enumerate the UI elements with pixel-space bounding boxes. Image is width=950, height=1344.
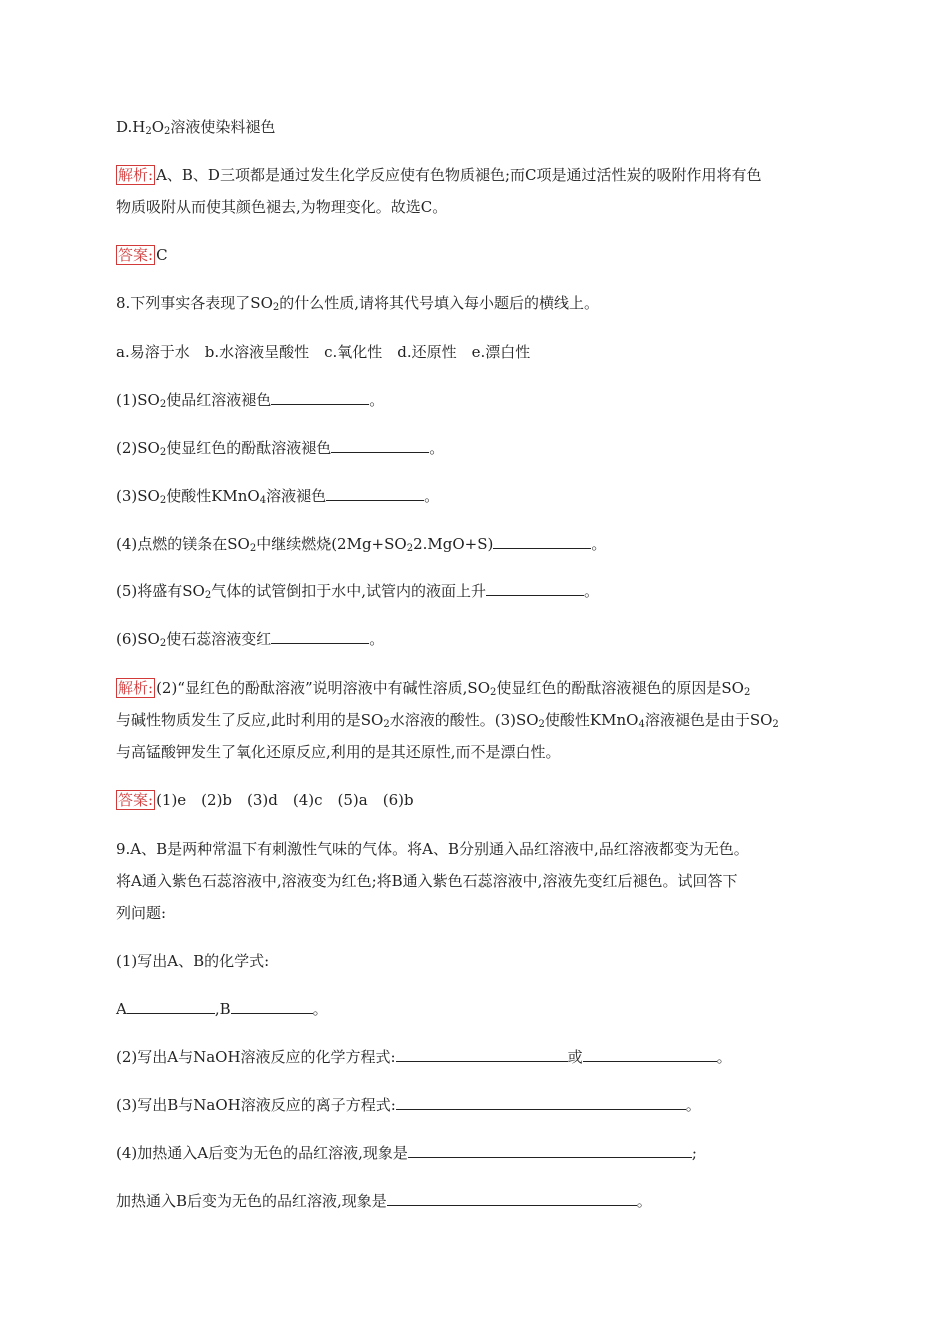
q7-analysis-line1: 解析: A、B、D三项都是通过发生化学反应使有色物质褪色;而C项是通过活性炭的吸附作用将有色 <box>118 166 762 184</box>
q8-stem: 8.下列事实各表现了$SO_2$的什么性质,请将其代号填入每小题后的横线上。 <box>116 294 600 313</box>
answer-blank[interactable] <box>486 581 584 596</box>
q7-option-d: $D.H_2O_2$溶液使染料褪色 <box>116 118 276 137</box>
answer-blank[interactable] <box>271 629 369 644</box>
q9-part-1-answers: A ,B 。 <box>116 1000 328 1018</box>
analysis-tag: 解析: <box>118 679 154 697</box>
answer-blank-b[interactable] <box>231 999 313 1014</box>
q9-stem-line2: 将A通入紫色石蕊溶液中,溶液变为红色;将B通入紫色石蕊溶液中,溶液先变红后褪色。试回答下 <box>116 872 738 890</box>
answer-blank[interactable] <box>387 1191 637 1206</box>
q9-part-2: (2)写出A与NaOH溶液反应的化学方程式: 或 。 <box>116 1048 732 1066</box>
answer-tag: 答案: <box>118 246 154 264</box>
q7-analysis-line2: 物质吸附从而使其颜色褪去,为物理变化。故选C。 <box>116 198 448 216</box>
q8-choices: a.易溶于水 b.水溶液呈酸性 c.氧化性 d.还原性 e.漂白性 <box>116 343 531 361</box>
q9-part-1: (1)写出A、B的化学式: <box>116 952 270 970</box>
q8-analysis-line1: 解析: (2)“显红色的酚酞溶液”说明溶液中有碱性溶质$,SO_2$使显红色的酚酞溶液褪色的原因是$SO_2$ <box>118 679 751 698</box>
q8-item-1: $(1)SO_2$使品红溶液褪色 。 <box>116 391 385 410</box>
answer-tag: 答案: <box>118 791 154 809</box>
q9-part-4: (4)加热通入A后变为无色的品红溶液,现象是 ; <box>116 1144 697 1162</box>
q9-stem-line1: 9.A、B是两种常温下有刺激性气味的气体。将A、B分别通入品红溶液中,品红溶液都变为无色。 <box>116 840 749 858</box>
q8-item-6: $(6)SO_2$使石蕊溶液变红 。 <box>116 630 385 649</box>
answer-blank[interactable] <box>493 534 591 549</box>
answer-blank[interactable] <box>271 390 369 405</box>
q8-analysis-line2: 与碱性物质发生了反应,此时利用的是$SO_2$水溶液的酸性。$(3)SO_2$使酸性KMnO$_4$溶液褪色是由于$SO_2$ <box>116 711 779 730</box>
answer-blank[interactable] <box>326 486 424 501</box>
q8-answer: 答案: (1)e (2)b (3)d (4)c (5)a (6)b <box>118 791 414 809</box>
answer-blank[interactable] <box>331 438 429 453</box>
answer-blank[interactable] <box>583 1047 717 1062</box>
q8-item-2: $(2)SO_2$使显红色的酚酞溶液褪色 。 <box>116 439 445 458</box>
q7-answer: 答案: C <box>118 246 168 264</box>
q8-item-4: (4)点燃的镁条在$SO_2$中继续燃烧$(2Mg+SO_22.MgO+S)$ 。 <box>116 535 607 554</box>
answer-blank[interactable] <box>396 1047 568 1062</box>
answer-blank[interactable] <box>396 1095 686 1110</box>
answer-blank-a[interactable] <box>127 999 215 1014</box>
q9-part-5: 加热通入B后变为无色的品红溶液,现象是 。 <box>116 1192 652 1210</box>
q9-part-3: (3)写出B与NaOH溶液反应的离子方程式: 。 <box>116 1096 701 1114</box>
q8-item-5: (5)将盛有$SO_2$气体的试管倒扣于水中,试管内的液面上升 。 <box>116 582 599 601</box>
q9-stem-line3: 列问题: <box>116 904 167 922</box>
q8-item-3: $(3)SO_2$使酸性KMnO$_4$溶液褪色 。 <box>116 487 440 506</box>
analysis-tag: 解析: <box>118 166 154 184</box>
q8-analysis-line3: 与高锰酸钾发生了氧化还原反应,利用的是其还原性,而不是漂白性。 <box>116 743 561 761</box>
answer-blank[interactable] <box>408 1143 692 1158</box>
